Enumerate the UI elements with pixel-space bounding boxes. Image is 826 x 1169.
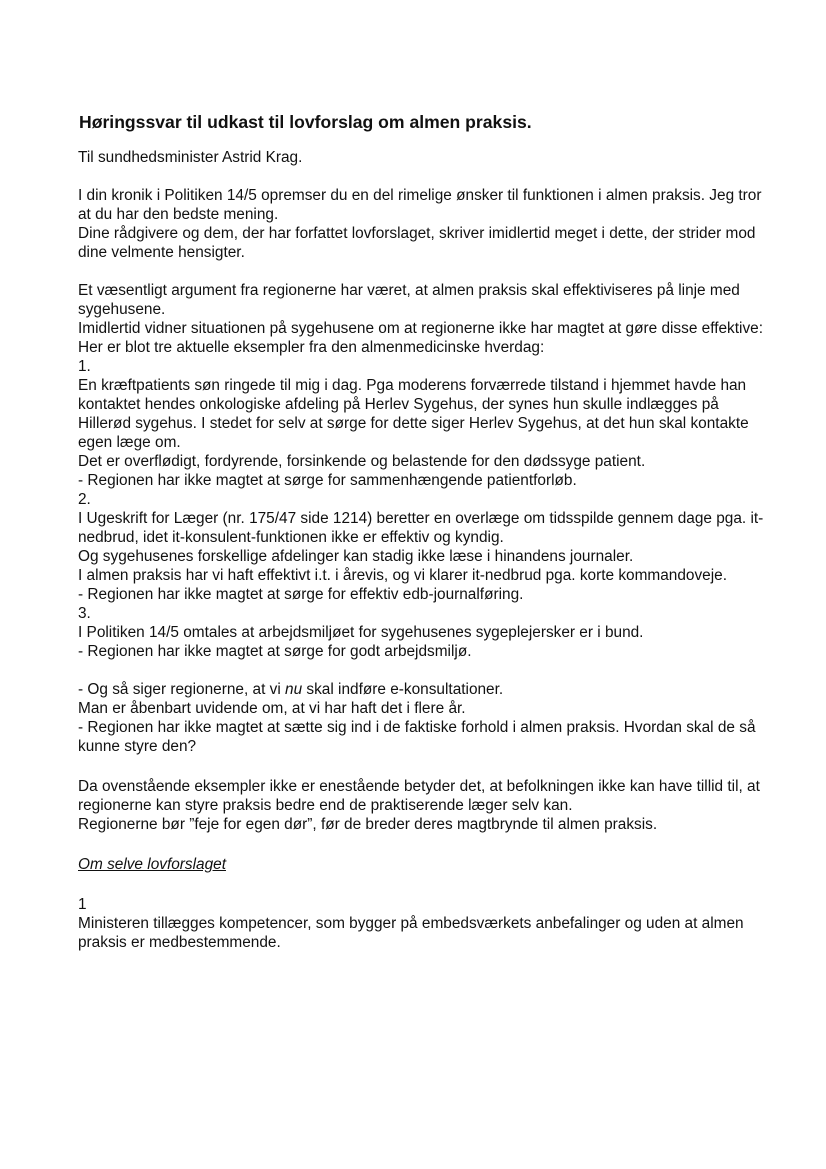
- e-consultation-prefix: - Og så siger regionerne, at vi: [78, 681, 286, 698]
- document-title: Høringssvar til udkast til lovforslag om almen praksis.: [79, 112, 532, 132]
- letter-body: [78, 148, 768, 952]
- example-2-almen-praksis: I almen praksis har vi haft effektivt i.t. i årevis, og vi klarer it-nedbrud pga. korte kommandoveje.: [78, 567, 727, 584]
- example-2-journals: Og sygehusenes forskellige afdelinger kan stadig ikke læse i hinandens journaler.: [78, 548, 634, 565]
- e-consultation-suffix: skal indføre e-konsultationer.: [302, 681, 504, 698]
- examples-intro: Her er blot tre aktuelle eksempler fra den almenmedicinske hverdag:: [78, 339, 545, 356]
- intro-line-2: Dine rådgivere og dem, der har forfattet lovforslaget, skriver imidlertid meget i dette, der strider mod dine velmente hensigter.: [78, 225, 756, 261]
- section-item-number: 1: [78, 896, 87, 913]
- example-3-conclusion: - Regionen har ikke magtet at sørge for godt arbejdsmiljø.: [78, 643, 472, 660]
- region-question-line: - Regionen har ikke magtet at sætte sig ind i de faktiske forhold i almen praksis. Hvordan skal de så kunne styre den?: [78, 719, 756, 755]
- e-consultation-paragraph: [78, 680, 768, 756]
- example-3-number: 3.: [78, 605, 91, 622]
- conclusion-paragraph: [78, 777, 768, 834]
- example-1-number: 1.: [78, 358, 91, 375]
- example-2-conclusion: - Regionen har ikke magtet at sørge for effektiv edb-journalføring.: [78, 586, 524, 603]
- emphasis-nu: nu: [285, 681, 303, 698]
- salutation: Til sundhedsminister Astrid Krag.: [78, 149, 303, 166]
- unaware-line: Man er åbenbart uvidende om, at vi har haft det i flere år.: [78, 700, 466, 717]
- example-1-conclusion: - Regionen har ikke magtet at sørge for sammenhængende patientforløb.: [78, 472, 577, 489]
- examples-paragraph: [78, 281, 768, 661]
- example-3-text: I Politiken 14/5 omtales at arbejdsmiljøet for sygehusenes sygeplejersker er i bund.: [78, 624, 644, 641]
- e-consultation-line: [78, 680, 768, 699]
- example-2-number: 2.: [78, 491, 91, 508]
- example-1-consequence: Det er overflødigt, fordyrende, forsinkende og belastende for den dødssyge patient.: [78, 453, 646, 470]
- example-2-text: I Ugeskrift for Læger (nr. 175/47 side 1214) beretter en overlæge om tidsspilde gennem dage pga. it-nedbrud, idet it-konsulent-funktionen ikke er effektiv og kyndig.: [78, 510, 764, 546]
- situation-line: Imidlertid vidner situationen på sygehusene om at regionerne ikke har magtet at gøre disse effektive:: [78, 320, 763, 337]
- example-1-text: En kræftpatients søn ringede til mig i dag. Pga moderens forværrede tilstand i hjemmet havde han kontaktet hendes onkologiske afdeling på Herlev Sygehus, der synes hun skulle indlægges på Hillerød sygehus. I stedet for selv at sørge for dette siger Herlev Sygehus, at det hun skal kontakte egen læge om.: [78, 377, 749, 451]
- conclusion-line-1: Da ovenstående eksempler ikke er enestående betyder det, at befolkningen ikke kan have tillid til, at regionerne kan styre praksis bedre end de praktiserende læger selv kan.: [78, 778, 760, 814]
- argument-line: Et væsentligt argument fra regionerne har været, at almen praksis skal effektiviseres på linje med sygehusene.: [78, 282, 740, 318]
- section-heading: Om selve lovforslaget: [78, 856, 226, 873]
- section-item: [78, 895, 768, 952]
- conclusion-line-2: Regionerne bør ”feje for egen dør”, før de breder deres magtbrynde til almen praksis.: [78, 816, 658, 833]
- section-item-text: Ministeren tillægges kompetencer, som bygger på embedsværkets anbefalinger og uden at almen praksis er medbestemmende.: [78, 915, 744, 951]
- intro-line-1: I din kronik i Politiken 14/5 opremser du en del rimelige ønsker til funktionen i almen praksis. Jeg tror at du har den bedste mening.: [78, 187, 762, 223]
- intro-paragraph: [78, 186, 768, 262]
